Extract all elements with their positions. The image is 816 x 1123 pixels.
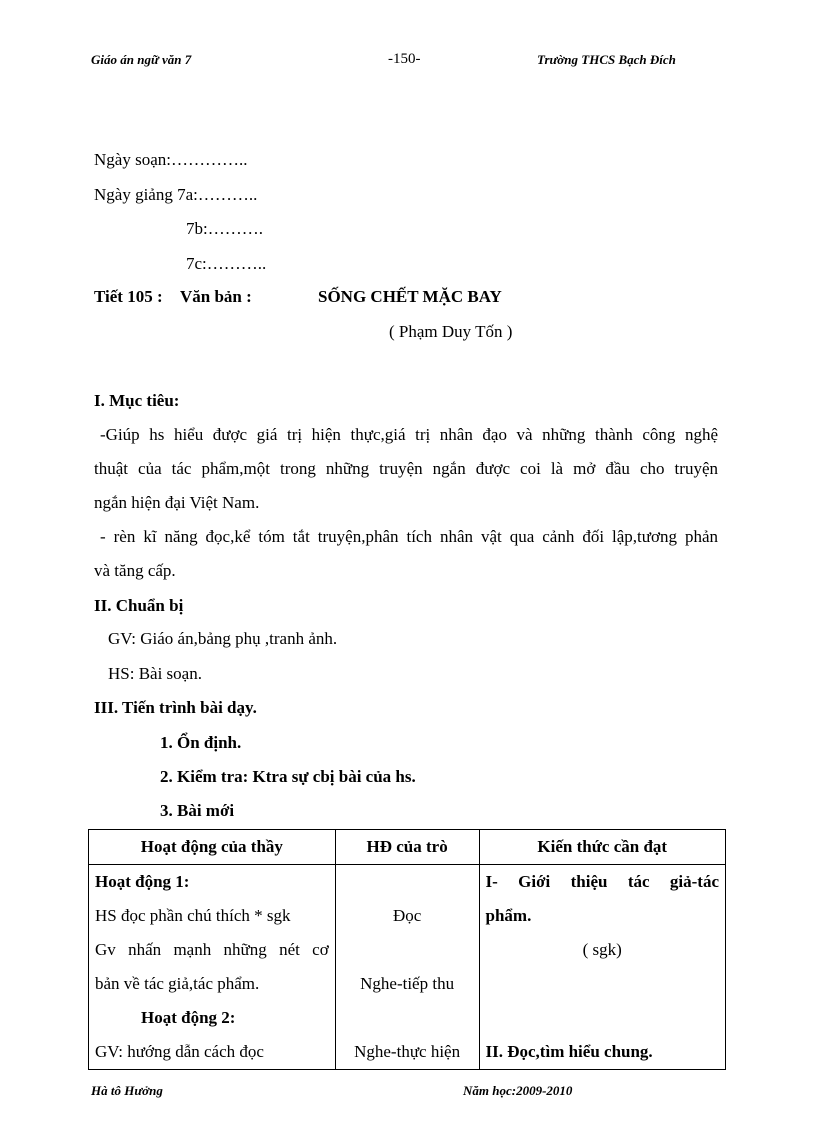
cell-line: ( sgk) bbox=[582, 940, 622, 959]
ngay-giang: Ngày giảng 7a:……….. bbox=[94, 185, 258, 204]
heading-muc-tieu: I. Mục tiêu: bbox=[94, 391, 180, 410]
cell-line: Hoạt động 2: bbox=[141, 1008, 236, 1027]
student-activity-cell bbox=[335, 865, 479, 1070]
ngay-giang-7b: 7b:………. bbox=[186, 219, 263, 238]
cell-line: Hoạt động 1: bbox=[95, 872, 190, 891]
cell-line: bản về tác giả,tác phẩm. bbox=[95, 974, 260, 993]
cell-line: I- Giới thiệu tác giả-tác bbox=[485, 872, 719, 891]
heading-tien-trinh: III. Tiến trình bài dạy. bbox=[94, 698, 257, 717]
header-school: Trường THCS Bạch Đích bbox=[537, 52, 676, 67]
ngay-soan: Ngày soạn:………….. bbox=[94, 150, 248, 169]
header-left-title: Giáo án ngữ văn 7 bbox=[91, 52, 192, 67]
heading-chuan-bi: II. Chuẩn bị bbox=[94, 596, 184, 615]
column-header: Hoạt động của thầy bbox=[89, 830, 336, 865]
footer-school-year: Năm học:2009-2010 bbox=[463, 1083, 573, 1098]
lesson-plan-table bbox=[88, 829, 726, 1070]
cell-line bbox=[342, 933, 473, 967]
cell-line bbox=[342, 1001, 473, 1035]
cell-line bbox=[486, 1001, 720, 1035]
knowledge-cell bbox=[479, 865, 726, 1070]
muc-tieu-line: -Giúp hs hiểu được giá trị hiện thực,giá trị nhân đạo và những thành công nghệ bbox=[100, 425, 718, 444]
lesson-number: Tiết 105 : bbox=[94, 287, 163, 306]
cell-line: Nghe-thực hiện bbox=[354, 1042, 461, 1061]
chuan-bi-gv: GV: Giáo án,bảng phụ ,tranh ảnh. bbox=[108, 629, 338, 648]
lesson-title: SỐNG CHẾT MẶC BAY bbox=[318, 287, 502, 306]
muc-tieu-line: ngắn hiện đại Việt Nam. bbox=[94, 493, 260, 512]
step-item: 1. Ổn định. bbox=[160, 733, 242, 752]
muc-tieu-line: thuật của tác phẩm,một trong những truyện ngắn được coi là mở đầu cho truyện bbox=[94, 459, 718, 478]
teacher-activity-cell bbox=[89, 865, 336, 1070]
step-item: 2. Kiểm tra: Ktra sự cbị bài của hs. bbox=[160, 767, 416, 786]
van-ban-label: Văn bản : bbox=[180, 287, 252, 306]
footer-author: Hà tô Hưởng bbox=[91, 1083, 163, 1098]
cell-line: HS đọc phần chú thích * sgk bbox=[95, 906, 291, 925]
muc-tieu-line: và tăng cấp. bbox=[94, 561, 176, 580]
step-item: 3. Bài mới bbox=[160, 801, 235, 820]
cell-line: phẩm. bbox=[485, 906, 532, 925]
cell-line bbox=[486, 967, 720, 1001]
ngay-giang-7c: 7c:……….. bbox=[186, 254, 267, 273]
chuan-bi-hs: HS: Bài soạn. bbox=[108, 664, 202, 683]
table-row bbox=[89, 865, 726, 1070]
cell-line: GV: hướng dẫn cách đọc bbox=[95, 1042, 264, 1061]
table-header-row bbox=[89, 830, 726, 865]
cell-line: Gv nhấn mạnh những nét cơ bbox=[95, 940, 329, 959]
cell-line: II. Đọc,tìm hiểu chung. bbox=[485, 1042, 653, 1061]
cell-line: Nghe-tiếp thu bbox=[360, 974, 455, 993]
column-header: HĐ của trò bbox=[335, 830, 479, 865]
cell-line bbox=[342, 865, 473, 899]
lesson-author: ( Phạm Duy Tốn ) bbox=[389, 322, 513, 341]
muc-tieu-line: - rèn kĩ năng đọc,kể tóm tắt truyện,phân tích nhân vật qua cảnh đối lập,tương phản bbox=[100, 527, 718, 546]
cell-line: Đọc bbox=[392, 906, 422, 925]
column-header: Kiến thức cần đạt bbox=[479, 830, 726, 865]
page-number: -150- bbox=[388, 51, 421, 67]
